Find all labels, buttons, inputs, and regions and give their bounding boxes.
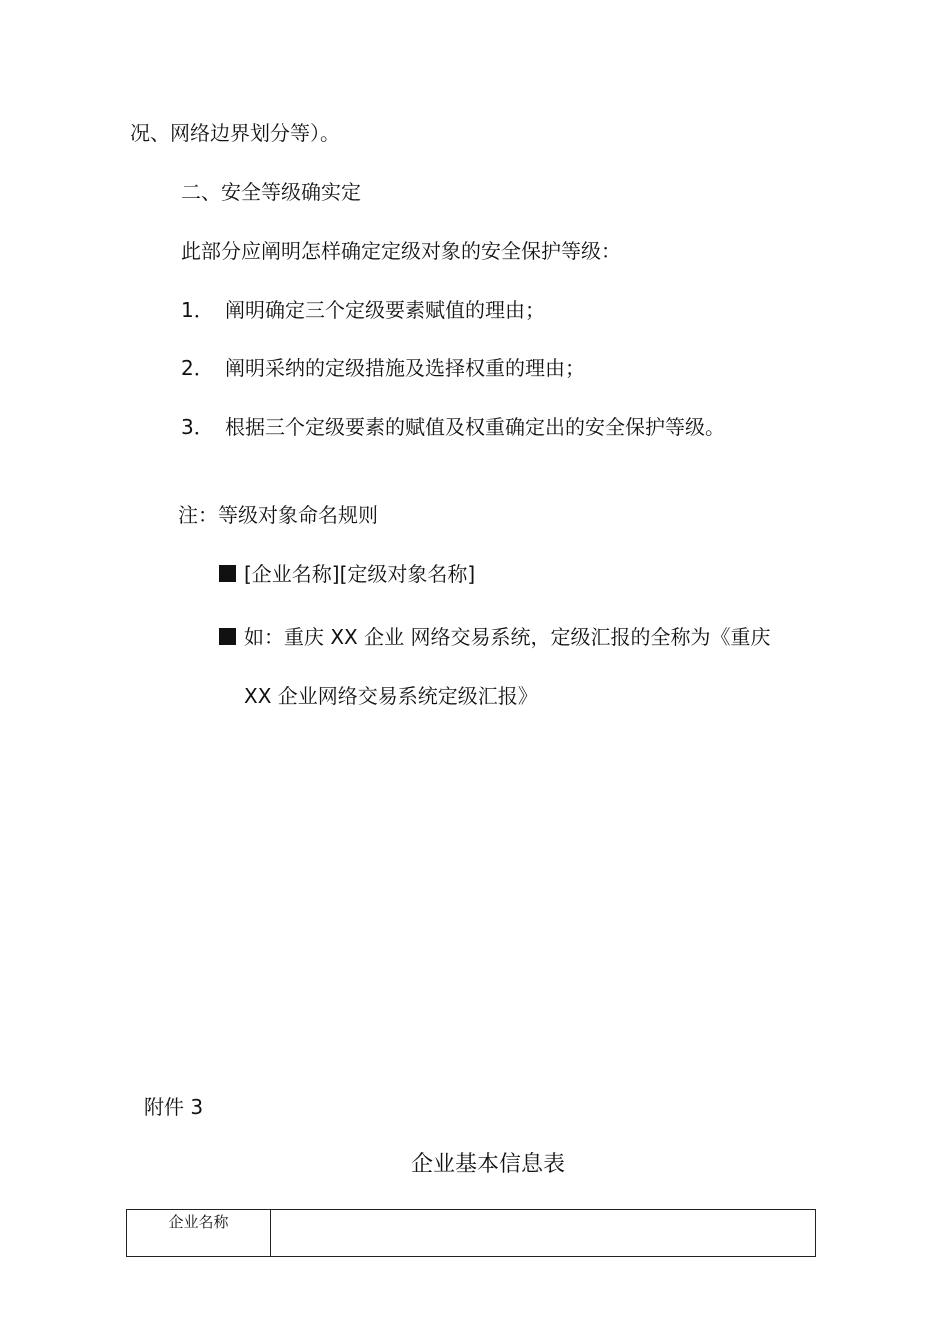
list-item-text: 根据三个定级要素的赋值及权重确定出的安全保护等级。 — [225, 415, 725, 439]
note-bullet — [219, 561, 475, 587]
section-heading: 二、安全等级确实定 — [181, 180, 361, 204]
note-bullet-continuation: XX 企业网络交易系统定级汇报》 — [244, 684, 538, 708]
attachment-label: 附件 3 — [144, 1095, 204, 1119]
square-bullet-icon — [219, 628, 236, 645]
list-item-number: 2． — [181, 356, 214, 380]
note-bullet — [219, 624, 770, 650]
list-item-text: 阐明确定三个定级要素赋值的理由； — [225, 298, 545, 322]
list-item-number: 1． — [181, 298, 214, 322]
list-item — [181, 297, 545, 323]
table-row — [127, 1210, 816, 1257]
square-bullet-icon — [219, 565, 236, 582]
section-intro: 此部分应阐明怎样确定定级对象的安全保护等级： — [181, 239, 621, 263]
note-bullet-text: [企业名称][定级对象名称] — [244, 562, 476, 586]
continuation-text: 况、网络边界划分等）。 — [130, 121, 340, 145]
list-item — [181, 414, 725, 440]
company-info-table — [126, 1209, 816, 1257]
note-heading: 注：等级对象命名规则 — [178, 503, 378, 527]
list-item-number: 3． — [181, 415, 214, 439]
company-name-value[interactable] — [271, 1210, 816, 1257]
list-item — [181, 355, 585, 381]
company-name-label: 企业名称 — [127, 1210, 271, 1257]
note-bullet-text: 如：重庆 XX 企业 网络交易系统，定级汇报的全称为《重庆 — [244, 625, 771, 649]
list-item-text: 阐明采纳的定级措施及选择权重的理由； — [225, 356, 585, 380]
form-title: 企业基本信息表 — [410, 1152, 565, 1177]
